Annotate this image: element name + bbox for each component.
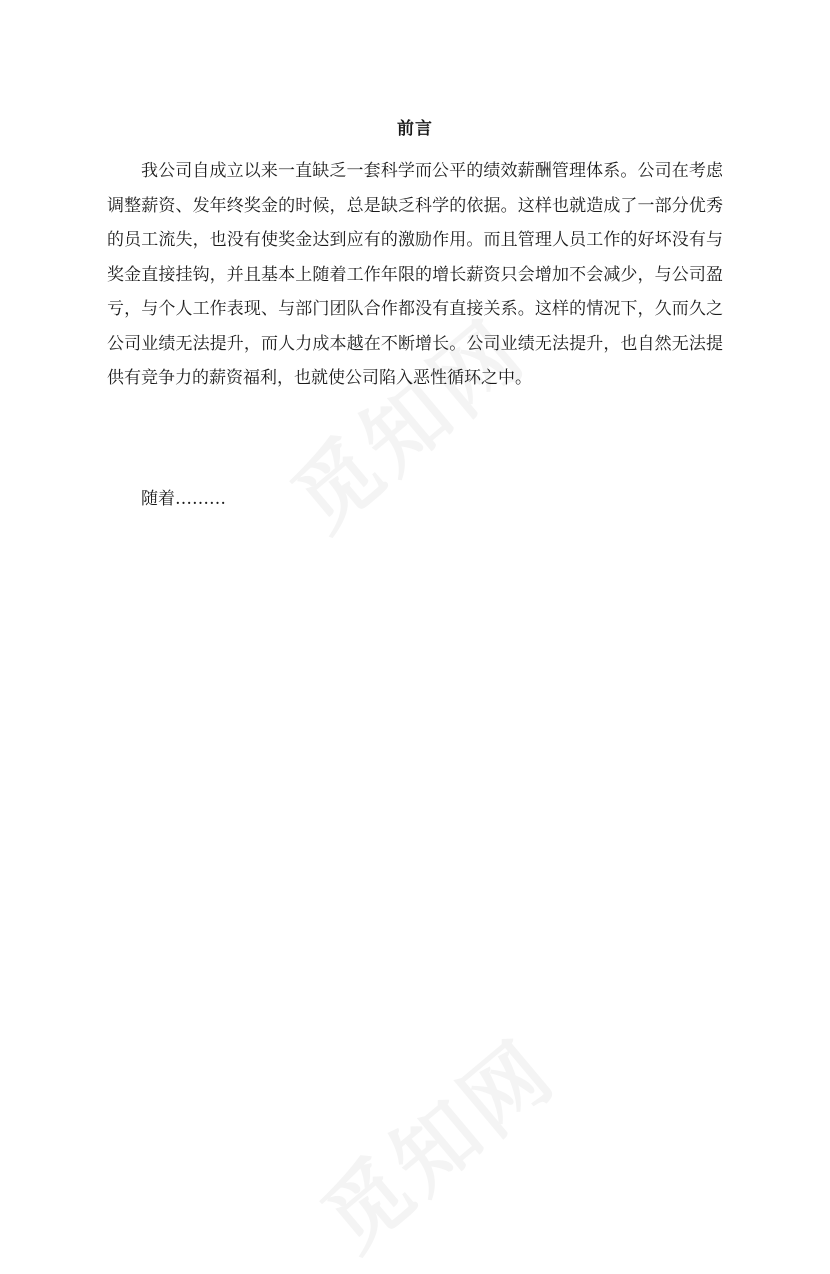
document-title: 前言 [397,119,433,139]
watermark [293,1007,578,1273]
continuation-text: 随着……… [141,489,226,509]
body-paragraph: 我公司自成立以来一直缺乏一套科学而公平的绩效薪酬管理体系。公司在考虑调整薪资、发年终奖金的时候，总是缺乏科学的依据。这样也就造成了一部分优秀的员工流失，也没有使奖金达到应有的激励作用。而且管理人员工作的好坏没有与奖金直接挂钩，并且基本上随着工作年限的增长薪资只会增加不会减少，与公司盈亏，与个人工作表现、与部门团队合作都没有直接关系。这样的情况下，久而久之公司业绩无法提升，而人力成本越在不断增长。公司业绩无法提升，也自然无法提供有竞争力的薪资福利，也就使公司陷入恶性循环之中。 [107,161,723,388]
